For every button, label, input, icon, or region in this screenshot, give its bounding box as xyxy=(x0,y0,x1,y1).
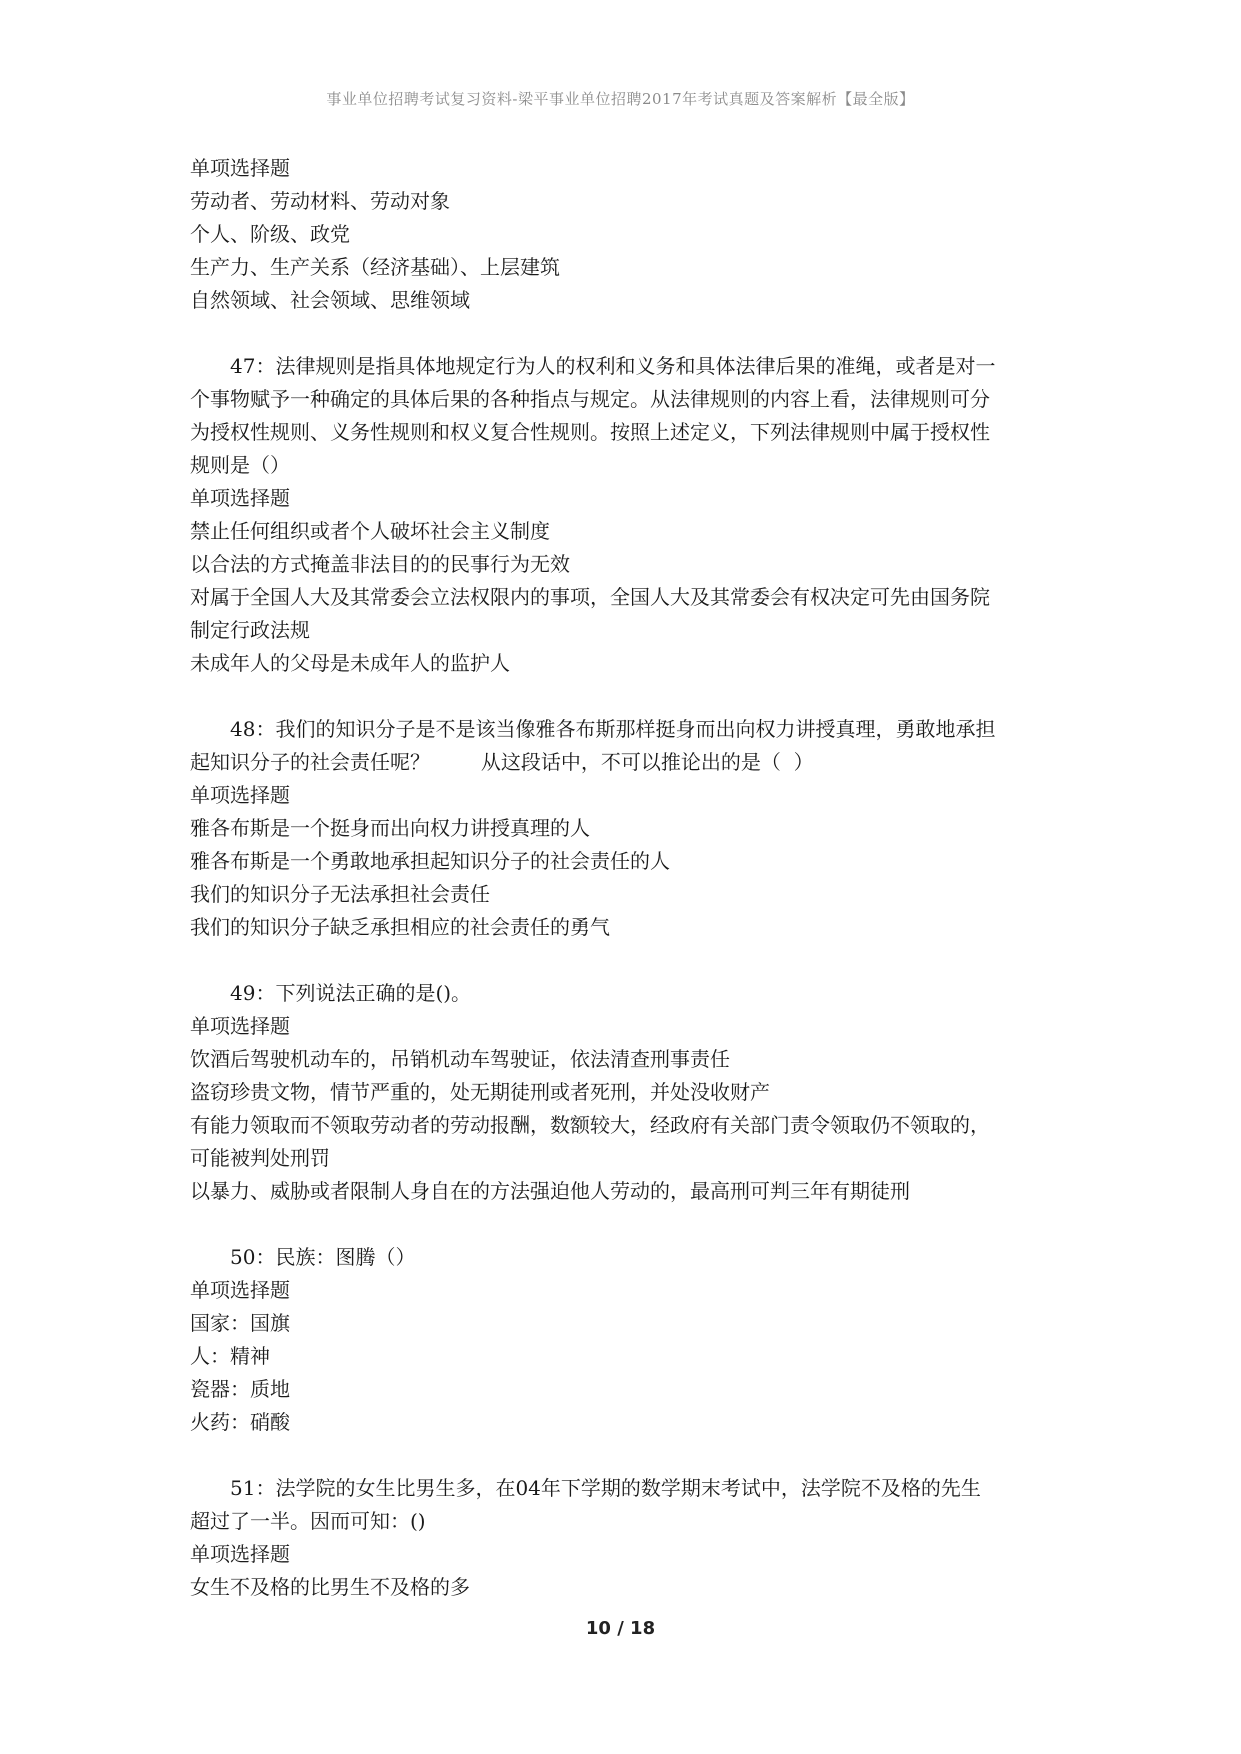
option: 人：精神 xyxy=(190,1344,270,1368)
option: 自然领域、社会领域、思维领域 xyxy=(190,288,470,312)
question-type: 单项选择题 xyxy=(190,783,290,807)
question-block-prev xyxy=(190,152,1070,317)
question-type: 单项选择题 xyxy=(190,1278,290,1302)
question-text: 法律规则是指具体地规定行为人的权利和义务和具体法律后果的准绳，或者是对一 xyxy=(275,354,996,378)
question-text: 民族：图腾（） xyxy=(275,1245,416,1269)
option: 劳动者、劳动材料、劳动对象 xyxy=(190,189,450,213)
option: 雅各布斯是一个挺身而出向权力讲授真理的人 xyxy=(190,816,590,840)
option: 我们的知识分子无法承担社会责任 xyxy=(190,882,490,906)
option: 女生不及格的比男生不及格的多 xyxy=(190,1575,470,1599)
option: 禁止任何组织或者个人破坏社会主义制度 xyxy=(190,519,550,543)
question-number: 47： xyxy=(230,354,276,378)
option: 饮酒后驾驶机动车的，吊销机动车驾驶证，依法清查刑事责任 xyxy=(190,1047,730,1071)
question-text: 我们的知识分子是不是该当像雅各布斯那样挺身而出向权力讲授真理，勇敢地承担 xyxy=(275,717,996,741)
question-text: 起知识分子的社会责任呢？ 从这段话中，不可以推论出的是（ ） xyxy=(190,750,814,774)
option: 国家：国旗 xyxy=(190,1311,290,1335)
question-text: 超过了一半。因而可知：() xyxy=(190,1509,426,1533)
question-type: 单项选择题 xyxy=(190,486,290,510)
option: 对属于全国人大及其常委会立法权限内的事项，全国人大及其常委会有权决定可先由国务院 xyxy=(190,585,990,609)
option: 我们的知识分子缺乏承担相应的社会责任的勇气 xyxy=(190,915,610,939)
question-text: 为授权性规则、义务性规则和权义复合性规则。按照上述定义，下列法律规则中属于授权性 xyxy=(190,420,990,444)
option: 盗窃珍贵文物，情节严重的，处无期徒刑或者死刑，并处没收财产 xyxy=(190,1080,770,1104)
option: 有能力领取而不领取劳动者的劳动报酬，数额较大，经政府有关部门责令领取仍不领取的， xyxy=(190,1113,990,1137)
question-number: 51： xyxy=(230,1476,276,1500)
question-text: 法学院的女生比男生多，在04年下学期的数学期末考试中，法学院不及格的先生 xyxy=(275,1476,981,1500)
option: 未成年人的父母是未成年人的监护人 xyxy=(190,651,510,675)
option: 制定行政法规 xyxy=(190,618,310,642)
question-text: 下列说法正确的是()。 xyxy=(275,981,472,1005)
question-48 xyxy=(190,713,1070,944)
question-50 xyxy=(190,1241,1070,1439)
option: 以合法的方式掩盖非法目的的民事行为无效 xyxy=(190,552,570,576)
option: 生产力、生产关系（经济基础）、上层建筑 xyxy=(190,255,560,279)
question-text: 规则是（） xyxy=(190,453,290,477)
option: 可能被判处刑罚 xyxy=(190,1146,330,1170)
document-body xyxy=(190,152,1070,1604)
question-49 xyxy=(190,977,1070,1208)
question-number: 50： xyxy=(230,1245,276,1269)
option: 以暴力、威胁或者限制人身自在的方法强迫他人劳动的，最高刑可判三年有期徒刑 xyxy=(190,1179,910,1203)
option: 火药：硝酸 xyxy=(190,1410,290,1434)
option: 瓷器：质地 xyxy=(190,1377,290,1401)
question-number: 48： xyxy=(230,717,276,741)
question-type: 单项选择题 xyxy=(190,1542,290,1566)
question-text: 个事物赋予一种确定的具体后果的各种指点与规定。从法律规则的内容上看，法律规则可分 xyxy=(190,387,990,411)
question-type: 单项选择题 xyxy=(190,1014,290,1038)
question-type: 单项选择题 xyxy=(190,156,290,180)
page-header: 事业单位招聘考试复习资料-梁平事业单位招聘2017年考试真题及答案解析【最全版】 xyxy=(326,90,915,108)
question-47 xyxy=(190,350,1070,680)
option: 雅各布斯是一个勇敢地承担起知识分子的社会责任的人 xyxy=(190,849,670,873)
option: 个人、阶级、政党 xyxy=(190,222,350,246)
question-number: 49： xyxy=(230,981,276,1005)
question-51 xyxy=(190,1472,1070,1604)
page-number: 10 / 18 xyxy=(585,1618,656,1639)
